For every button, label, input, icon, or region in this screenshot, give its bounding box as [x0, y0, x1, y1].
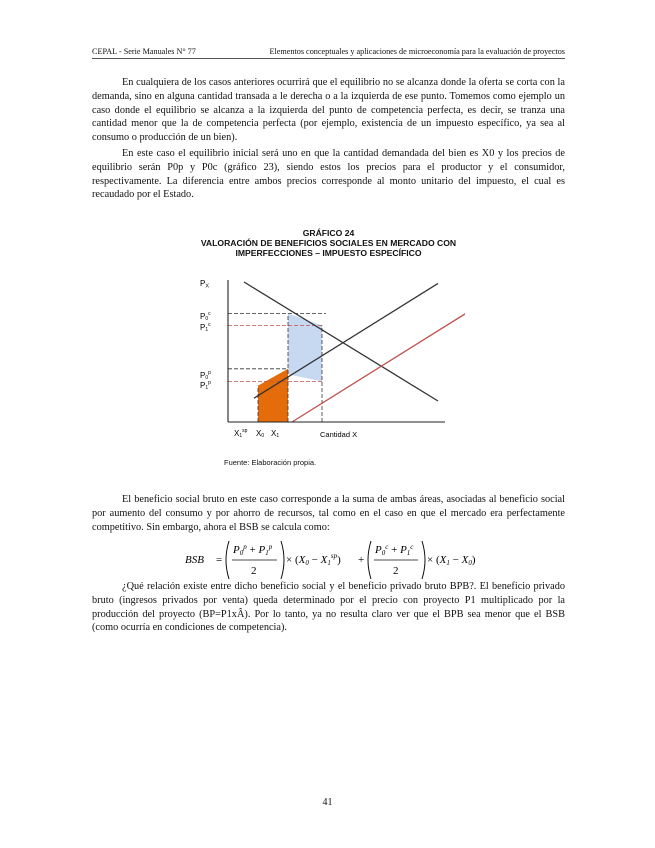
y-tick-P0p: P0$^p$	[200, 370, 211, 381]
paragraph-2: En este caso el equilibrio inicial será uno en que la cantidad demandada del bien es X0 y los precios de equilibrio serán P0p y P0c (gráfico 23), siendo estos los precios para el productor y el consumidor, respectivamente. La diferencia entre ambos precios corresponde al monto unitario del impuesto, el cual es recaudado por el Estado.	[92, 148, 565, 201]
paragraph-4: ¿Qué relación existe entre dicho beneficio social y el beneficio privado bruto BPB?. El beneficio privado bruto (ingresos privados por venta) queda determinado por el precio con proyecto P1 multiplicado por la producción del proyecto (BP=P1xÂ). Por lo tanto, ya no resulta claro ver que el BPB sea menor que el BSB (como ocurría en condiciones de competencia).	[92, 581, 565, 634]
x-tick-X1sp: $X1^{sp}$	[234, 428, 248, 439]
formula-denominator-2: 2	[393, 565, 399, 577]
page-number: 41	[322, 797, 333, 808]
paragraph-3: El beneficio social bruto en este caso corresponde a la suma de ambas áreas, asociadas al beneficio social por aumento del consumo y por ahorro de recursos, tal como en el caso en que el mercado era perfectamente competitivo. Sin embargo, ahora el BSB se calcula como:	[92, 494, 565, 533]
y-tick-P0c: P0$^c$	[200, 311, 211, 322]
formula-times-2: ×	[427, 554, 434, 566]
figure-number: GRÁFICO 24	[302, 228, 355, 238]
formula-term2-numerator: P0$^c$ + $P1^c$	[375, 543, 414, 557]
formula-denominator-1: 2	[251, 565, 257, 577]
figure-title-line-1: VALORACIÓN DE BENEFICIOS SOCIALES EN MERCADO CON	[200, 238, 457, 248]
running-header	[92, 48, 565, 59]
paragraph-1: En cualquiera de los casos anteriores ocurrirá que el equilibrio no se alcanza donde la oferta se corta con la demanda, sino en alguna cantidad transada a le derecha o a la izquierda de ese punto. Tomemos como ejemplo un caso donde el equilibrio se alcanza a la izquierda del punto de competencia perfecta, es decir, se tranza una cantidad menor que la de competencia perfecta (por ejemplo, existencia de un impuesto específico, ya sea al consumo o producción de un bien).	[92, 77, 565, 144]
figure-source: Fuente: Elaboración propia.	[224, 458, 317, 467]
formula-plus: +	[358, 554, 365, 566]
y-axis-label: PX	[200, 279, 210, 290]
y-tick-P1p: P1$^p$	[200, 380, 211, 391]
y-tick-P1c: P1$^c$	[200, 322, 211, 333]
formula-equals: =	[216, 554, 223, 566]
supply-curve-with-tax	[254, 283, 438, 398]
header-left: CEPAL - Serie Manuales N° 77	[92, 47, 196, 56]
area-resource-saving	[258, 369, 288, 422]
header-right: Elementos conceptuales y aplicaciones de microeconomía para la evaluación de proyectos	[269, 47, 565, 56]
bsb-formula	[185, 537, 485, 583]
formula-times-1: ×	[286, 554, 293, 566]
x-axis-label: Cantidad X	[320, 430, 358, 439]
tax-welfare-chart	[190, 272, 465, 444]
area-consumption-benefit	[288, 314, 322, 382]
formula-term1-numerator: P0$^p$ + $P1^p$	[233, 543, 273, 557]
formula-factor-1: (X0 − $X1^{sp}$)	[295, 552, 341, 567]
x-tick-X0: X0	[256, 429, 265, 439]
formula-factor-2: (X1 − X0)	[436, 554, 476, 567]
x-tick-X1: X1	[271, 429, 280, 439]
figure-title-line-2: IMPERFECCIONES – IMPUESTO ESPECÍFICO	[235, 248, 422, 258]
formula-lhs: BSB	[185, 554, 204, 566]
